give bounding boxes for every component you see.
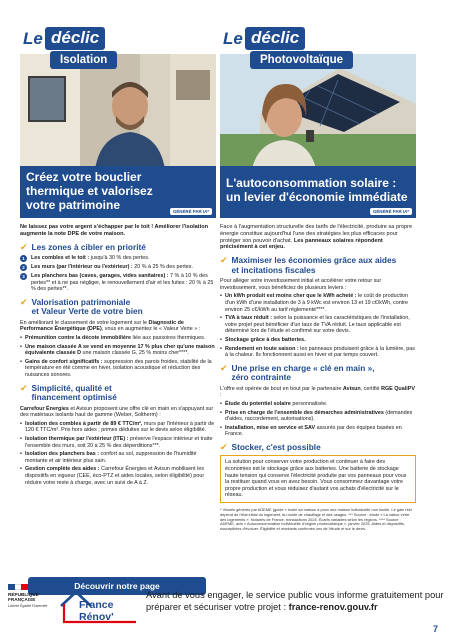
- rf-line-2: FRANÇAISE: [8, 597, 36, 603]
- list-item: • TVA à taux réduit : selon la puissance et les caractéristiques de l'installation, votre projet peut bénéficier d'un taux de TVA réduit. Le taux applicable est déterminé lors de l'étude et confirmé sur votre devis.: [220, 315, 410, 335]
- list-item: • Une maison classée A se vend en moyenne 17 % plus cher qu'une maison équivalente classée D une maison classée G, 25 % moins cher****.: [20, 343, 215, 357]
- list-item: 2 Les murs (par l'intérieur ou l'extérieur) : 20 % à 25 % des pertes.: [20, 264, 216, 271]
- list-item: 1 Les combles et le toit : jusqu'à 30 % des pertes.: [20, 255, 216, 262]
- section-title-stocker: ✔ Stocker, c'est possible: [220, 441, 321, 452]
- number-badge: 3: [20, 273, 27, 280]
- check-icon: ✔: [220, 255, 228, 266]
- discover-page-button[interactable]: Découvrir notre page: [28, 577, 206, 595]
- republique-francaise-logo: [8, 584, 56, 608]
- storage-info-box: [220, 455, 416, 503]
- list-item: • Gestion complète des aides : Carrefour Énergies et Avisun mobilisent les dispositifs en vigueur (CEE, éco-PTZ et aides locales, selon éligibilité) pour réduire votre reste à charge, avec un suivi de A à Z.: [20, 466, 205, 486]
- man-by-house-photo: [20, 54, 216, 180]
- list-item: • Isolation des planchers bas : confort au sol, suppression de l'humidité montante et air intérieur plus sain.: [20, 451, 197, 464]
- valorisation-text: En améliorant le classement de votre logement sur le Diagnostic de Performance Énergétique (DPE), vous en augmentez le « Valeur Verte » :: [20, 319, 201, 333]
- list-item: • Étude du potentiel solaire personnalisée.: [220, 400, 328, 407]
- brand-le: Le: [223, 29, 243, 48]
- photo-illustration: [20, 54, 216, 180]
- brand-le: Le: [23, 29, 43, 48]
- footer: [0, 578, 452, 640]
- brand-declic: déclic: [45, 27, 105, 50]
- brand-subtitle: Isolation: [50, 51, 117, 69]
- check-icon: ✔: [220, 441, 228, 452]
- section-title-simplicite: ✔ Simplicité, qualité et financement optimisé: [20, 382, 117, 403]
- section-title-zones: ✔ Les zones à cibler en priorité: [20, 241, 146, 252]
- intro-text: Face à l'augmentation structurelle des tarifs de l'électricité, produire sa propre énergie constitue aujourd'hui l'une des stratégies les plus efficaces pour protéger son pouvoir d'achat. Les panneaux solaires répondent précisément à cet enjeu.: [220, 224, 413, 251]
- footnotes: * Visuels générés par ADEME (guide « Isoler sa maison à poux une maison individuelle non isolée. Le gain réel dépend de l'état initial du logement, du mode de chauffage et des usages. *** Source : étude « La valeur verte des logements », Notaires de France, transactions 2024. Écarts variables selon les régions. **** Source : ADEME, avis « Autoconsommation individuelle d'origine photovoltaïque », janvier 2025. Aides et dispositifs, susceptibles d'évoluer. Éligibilité et montants confirmés lors de l'étude et sur le devis.: [220, 506, 412, 532]
- france-renov-link[interactable]: france-renov.gouv.fr: [288, 601, 378, 612]
- footer-info-text: Avant de vous engager, le service public vous informe gratuitement pour préparer et sécuriser votre projet : france-renov.gouv.fr: [146, 590, 444, 612]
- list-item: • Stockage grâce à des batteries.: [220, 336, 306, 343]
- hero-banner: [20, 166, 216, 218]
- hero-title-line-1: Créez votre bouclier: [26, 170, 142, 184]
- page-number: 7: [432, 624, 438, 634]
- list-item: • Prise en charge de l'ensemble des démarches administratives (demandes d'aides, raccordement, autorisations).: [220, 409, 413, 423]
- france-renov-logo: [58, 586, 136, 628]
- france-renov-line-1: France: [79, 599, 114, 611]
- list-item: • Prémunition contre la décote immobilière liée aux passoires thermiques.: [20, 335, 206, 342]
- hero-banner: [220, 166, 416, 218]
- section-title-valorisation: ✔ Valorisation patrimoniale et Valeur Verte de votre bien: [20, 296, 143, 317]
- ai-generated-badge: GÉNÉRÉ PAR IA*: [370, 208, 412, 215]
- isolation-content: [20, 224, 216, 488]
- cle-en-main-text: L'offre est opérée de bout en bout par le partenaire Avisun, certifié RGE QualiPV :: [220, 385, 415, 399]
- intro-text: Ne laissez pas votre argent s'échapper par le toit ! Améliorer l'isolation augmente la note DPE de votre maison.: [20, 224, 209, 237]
- check-icon: ✔: [20, 296, 28, 307]
- section-title-cle-en-main: ✔ Une prise en charge « clé en main », zéro contrainte: [220, 362, 375, 383]
- woman-solar-house-photo: [220, 54, 416, 180]
- photovoltaique-content: [220, 224, 416, 532]
- check-icon: ✔: [220, 362, 228, 373]
- hero-title-line-2: un levier d'économie immédiate: [226, 190, 408, 204]
- list-item: • Isolation thermique par l'extérieur (ITE) : préserve l'espace intérieur et traite l'ensemble des murs, soit 20 à 25 % des déperditions***.: [20, 436, 213, 449]
- list-item: • Rendement en toute saison : les panneaux produisent grâce à la lumière, pas à la chaleur. Ils fonctionnent aussi en hiver et par temps couvert.: [220, 345, 415, 359]
- check-icon: ✔: [20, 241, 28, 252]
- number-badge: 1: [20, 255, 27, 262]
- photo-illustration: [220, 54, 416, 180]
- list-item: • Isolation des combles à partir de 89 € TTC/m², murs par l'intérieur à partir de 120 € TTC/m². Prix hors aides ; primes déduites sur le devis selon éligibilité.: [20, 420, 215, 434]
- number-badge: 2: [20, 264, 27, 271]
- french-flag-icon: [8, 584, 28, 590]
- france-renov-line-2: Rénov': [79, 611, 114, 623]
- section-title-economies: ✔ Maximiser les économies grâce aux aides et incitations fiscales: [220, 255, 397, 275]
- simplicite-text: Carrefour Énergies et Avisun proposent une offre clé en main en s'appuyant sur des matériaux isolants haut de gamme (Weber, Soltherm) :: [20, 405, 214, 419]
- check-icon: ✔: [20, 382, 28, 393]
- list-item: • Un kWh produit est moins cher que le kWh acheté : le coût de production d'un kWh d'une installation de 3 à 9 kWc est environ 13 et 19 c€/kWh, contre environ 25 c€/kWh au tarif réglementé****.: [220, 293, 409, 313]
- rf-line-1: RÉPUBLIQUE: [8, 592, 39, 597]
- ai-generated-badge: GÉNÉRÉ PAR IA*: [170, 208, 212, 215]
- economies-text: Pour alléger votre investissement initial et accélérer votre retour sur investissement, vous bénéficiez de plusieurs leviers :: [220, 278, 382, 291]
- list-item: • Gains de confort significatifs : suppression des parois froides, stabilité de la température en été comme en hiver, isolation acoustique et réduction des nuisances sonores.: [20, 358, 212, 379]
- list-item: 3 Les planchers bas (caves, garages, vides sanitaires) : 7 % à 10 % des pertes** et à ne pas négliger, le renouvellement d'air et les fuites : 20 % à 25 % des pertes**.: [20, 273, 216, 293]
- hero-title-line-3: votre patrimoine: [26, 198, 121, 212]
- rf-motto: Liberté Égalité Fraternité: [8, 603, 48, 608]
- list-item: • Installation, mise en service et SAV assurés par des équipes basées en France.: [220, 424, 402, 438]
- brand-declic: déclic: [245, 27, 305, 50]
- brand-subtitle: Photovoltaïque: [250, 51, 353, 69]
- hero-title-line-2: thermique et valorisez: [26, 184, 153, 198]
- hero-title-line-1: L'autoconsommation solaire :: [226, 176, 397, 190]
- storage-text: La solution pour conserver votre production et continuer à faire des économies est le stockage grâce aux batteries. Une batterie de stockage haute tension qui conserve l'électricité produite par vos panneaux pour vous la restituer quand vous en avez besoin. Vous consommez davantage votre propre production et vous réduisez d'autant vos achats d'électricité sur le réseau.: [225, 459, 407, 499]
